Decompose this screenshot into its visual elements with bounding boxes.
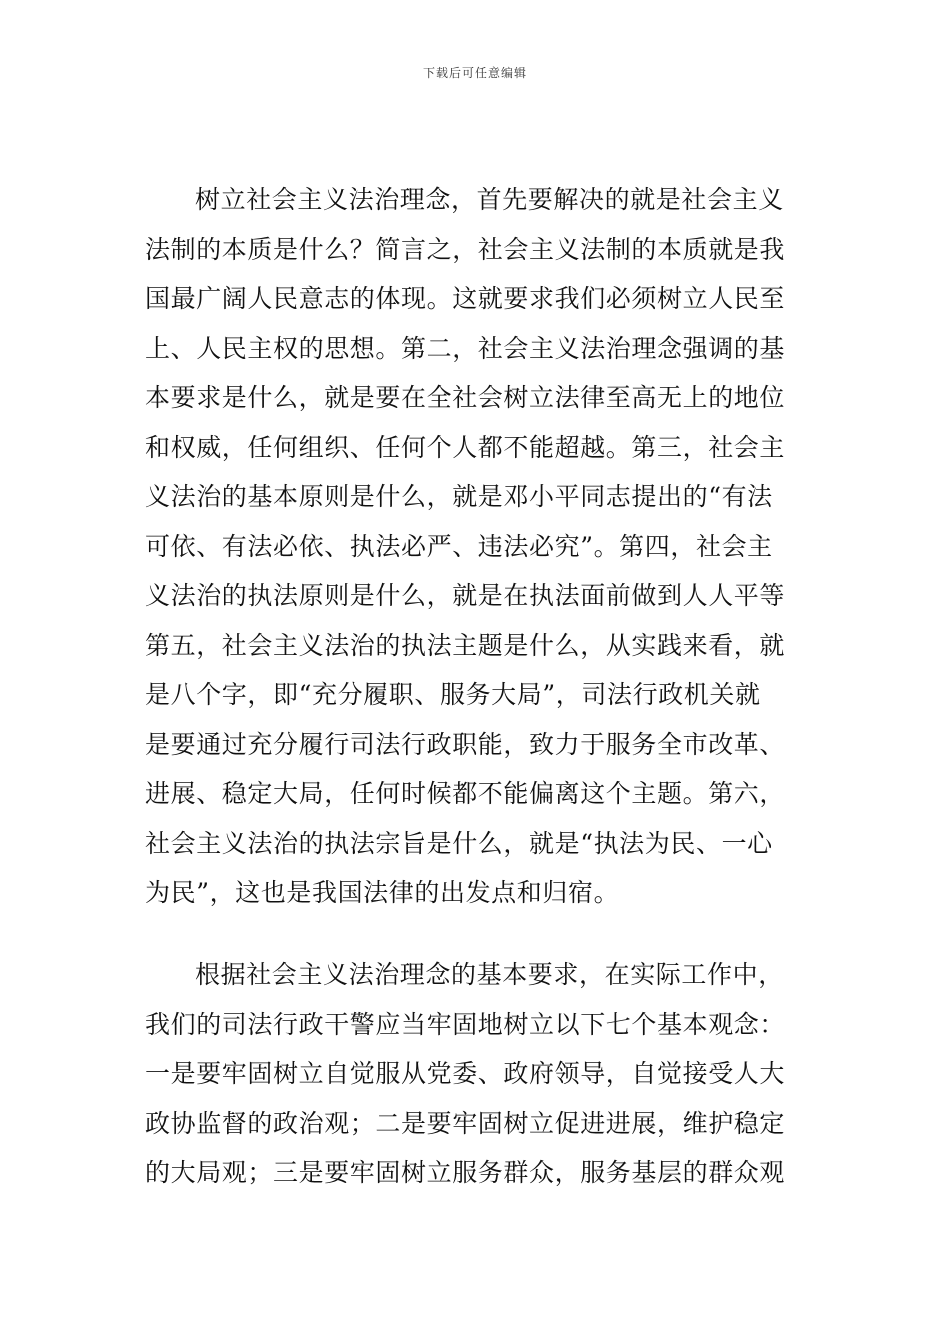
text-line: 政协监督的政治观；二是要牢固树立促进进展，维护稳定	[145, 1108, 786, 1138]
paragraph-1	[145, 175, 805, 918]
text-line: 上、人民主权的思想。第二，社会主义法治理念强调的基	[145, 333, 786, 363]
text-line: 树立社会主义法治理念，首先要解决的就是社会主义	[195, 185, 784, 214]
text-line: 义法治的基本原则是什么，就是邓小平同志提出的“有法	[145, 482, 773, 511]
text-line: 是要通过充分履行司法行政职能，致力于服务全市改革、	[145, 729, 786, 759]
text-line: 本要求是什么，就是要在全社会树立法律至高无上的地位	[145, 383, 786, 412]
text-line: 法制的本质是什么？简言之，社会主义法制的本质就是我	[145, 234, 786, 264]
text-line: 第五，社会主义法治的执法主题是什么，从实践来看，就	[145, 630, 786, 660]
text-line: 社会主义法治的执法宗旨是什么，就是“执法为民、一心	[145, 828, 773, 858]
text-line: 国最广阔人民意志的体现。这就要求我们必须树立人民至	[145, 284, 786, 313]
text-line: 义法治的执法原则是什么，就是在执法面前做到人人平等	[145, 581, 786, 610]
page-header: 下载后可任意编辑	[422, 66, 527, 80]
text-line: 根据社会主义法治理念的基本要求，在实际工作中，	[195, 960, 784, 989]
text-line: 可依、有法必依、执法必严、违法必究”。第四，社会主	[145, 531, 773, 561]
text-line: 我们的司法行政干警应当牢固地树立以下七个基本观念：	[145, 1009, 786, 1039]
text-line: 为民”，这也是我国法律的出发点和归宿。	[145, 878, 620, 907]
text-line: 进展、稳定大局，任何时候都不能偏离这个主题。第六，	[145, 779, 786, 808]
text-line: 的大局观；三是要牢固树立服务群众，服务基层的群众观	[145, 1158, 786, 1187]
text-line: 是八个字，即“充分履职、服务大局”，司法行政机关就	[145, 680, 761, 709]
text-line: 一是要牢固树立自觉服从党委、政府领导，自觉接受人大	[145, 1059, 786, 1088]
text-line: 和权威，任何组织、任何个人都不能超越。第三，社会主	[145, 432, 786, 462]
paragraph-2	[145, 950, 805, 1198]
